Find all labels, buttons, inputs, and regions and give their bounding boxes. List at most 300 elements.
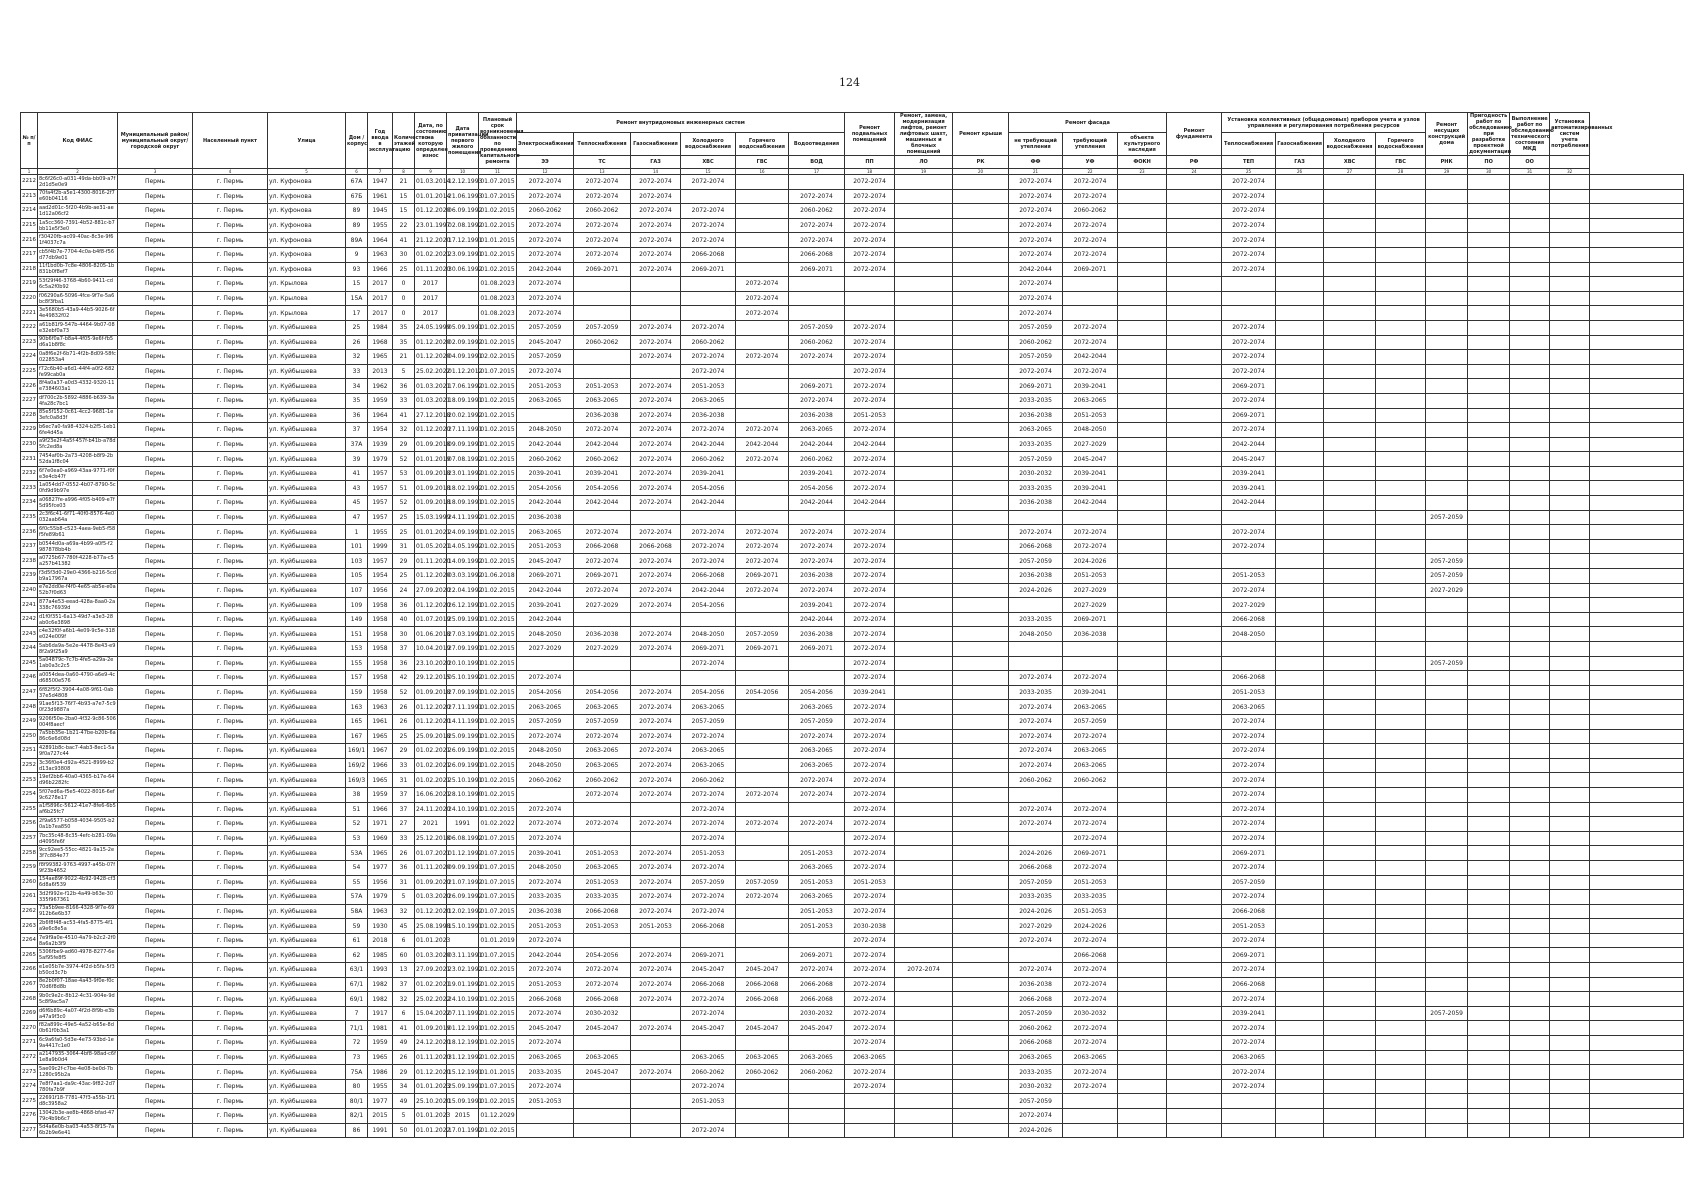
work-period-cell: 2072-2074 bbox=[845, 846, 895, 861]
work-period-cell bbox=[1324, 700, 1376, 715]
work-period-cell: 2036-2038 bbox=[574, 627, 631, 642]
work-period-cell bbox=[1009, 787, 1063, 802]
work-period-cell bbox=[1510, 393, 1550, 408]
municipality: Пермь bbox=[118, 423, 193, 438]
work-period-cell bbox=[953, 350, 1009, 365]
privatization-date: 09.09.1991 bbox=[447, 860, 479, 875]
work-period-cell bbox=[1510, 977, 1550, 992]
work-period-cell bbox=[1590, 189, 1684, 204]
header-roof: Ремонт крыши bbox=[953, 113, 1009, 156]
work-period-cell: 2042-2044 bbox=[517, 437, 574, 452]
work-period-cell bbox=[1590, 1079, 1684, 1094]
work-period-cell: 2072-2074 bbox=[1009, 233, 1063, 248]
work-period-cell bbox=[736, 598, 789, 613]
privatization-date: 02.09.1992 bbox=[447, 335, 479, 350]
work-period-cell bbox=[1167, 831, 1222, 846]
work-period-cell bbox=[1167, 919, 1222, 934]
work-period-cell: 2027-2029 bbox=[574, 642, 631, 657]
year-built: 1957 bbox=[368, 554, 393, 569]
work-period-cell bbox=[1426, 481, 1468, 496]
row-number: 2237 bbox=[21, 539, 38, 554]
house-number: 71/1 bbox=[346, 1021, 368, 1036]
year-built: 1986 bbox=[368, 1065, 393, 1080]
work-period-cell bbox=[1376, 700, 1426, 715]
floors: 35 bbox=[393, 320, 415, 335]
work-period-cell bbox=[1426, 1094, 1468, 1109]
work-period-cell bbox=[1324, 904, 1376, 919]
work-period-cell: 2054-2056 bbox=[789, 481, 845, 496]
work-period-cell bbox=[1324, 437, 1376, 452]
work-period-cell bbox=[631, 1109, 681, 1124]
work-period-cell bbox=[1376, 612, 1426, 627]
work-period-cell bbox=[895, 204, 953, 219]
work-period-cell bbox=[953, 525, 1009, 540]
row-number: 2241 bbox=[21, 598, 38, 613]
work-period-cell bbox=[1426, 860, 1468, 875]
street: ул. Куйбышева bbox=[268, 364, 346, 379]
work-period-cell bbox=[1550, 627, 1590, 642]
work-period-cell bbox=[1550, 612, 1590, 627]
work-period-cell bbox=[574, 612, 631, 627]
work-period-cell bbox=[1324, 598, 1376, 613]
work-period-cell bbox=[1590, 539, 1684, 554]
overhaul-due-date: 01.02.2015 bbox=[479, 496, 517, 511]
work-period-cell bbox=[1550, 350, 1590, 365]
settlement: г. Пермь bbox=[193, 598, 268, 613]
year-built: 1969 bbox=[368, 831, 393, 846]
work-period-cell bbox=[1118, 496, 1167, 511]
work-period-cell bbox=[895, 262, 953, 277]
work-period-cell bbox=[953, 671, 1009, 686]
settlement: г. Пермь bbox=[193, 554, 268, 569]
work-period-cell bbox=[1426, 598, 1468, 613]
header-extra-4: Установка автоматизированных систем учета потребления bbox=[1550, 113, 1590, 156]
work-period-cell: 2042-2044 bbox=[736, 437, 789, 452]
street: ул. Куйбышева bbox=[268, 554, 346, 569]
survey-date: 01.02.2021 bbox=[415, 773, 447, 788]
work-period-cell: 2072-2074 bbox=[517, 1079, 574, 1094]
municipality: Пермь bbox=[118, 539, 193, 554]
floors: 60 bbox=[393, 948, 415, 963]
work-period-cell bbox=[736, 233, 789, 248]
municipality: Пермь bbox=[118, 612, 193, 627]
work-period-cell bbox=[1426, 350, 1468, 365]
work-period-cell bbox=[1426, 904, 1468, 919]
work-period-cell bbox=[1510, 685, 1550, 700]
work-period-cell bbox=[1426, 977, 1468, 992]
year-built: 1961 bbox=[368, 189, 393, 204]
fias-code: 3d2f992e-f12b-4a49-b63e-30335f967361 bbox=[38, 890, 118, 905]
overhaul-due-date: 01.07.2015 bbox=[479, 1079, 517, 1094]
work-period-cell: 2036-2038 bbox=[517, 510, 574, 525]
house-number: 7 bbox=[346, 1006, 368, 1021]
street: ул. Куйбышева bbox=[268, 1021, 346, 1036]
municipality: Пермь bbox=[118, 481, 193, 496]
fias-code: a0054dea-0a60-4790-a6e9-4cd68500e576 bbox=[38, 671, 118, 686]
survey-date: 01.03.2021 bbox=[415, 379, 447, 394]
work-period-cell bbox=[1276, 554, 1324, 569]
work-period-cell bbox=[953, 700, 1009, 715]
work-period-cell: 2072-2074 bbox=[517, 802, 574, 817]
settlement: г. Пермь bbox=[193, 539, 268, 554]
work-period-cell bbox=[1118, 860, 1167, 875]
overhaul-due-date: 01.02.2015 bbox=[479, 1094, 517, 1109]
work-period-cell bbox=[736, 408, 789, 423]
municipality: Пермь bbox=[118, 233, 193, 248]
table-row bbox=[21, 320, 1684, 335]
privatization-date: 18.09.1991 bbox=[447, 496, 479, 511]
year-built: 1999 bbox=[368, 539, 393, 554]
work-period-cell bbox=[1324, 642, 1376, 657]
work-period-cell: 2072-2074 bbox=[1009, 700, 1063, 715]
work-period-cell bbox=[681, 306, 736, 321]
work-period-cell bbox=[1324, 1065, 1376, 1080]
work-period-cell bbox=[1510, 729, 1550, 744]
row-number: 2217 bbox=[21, 247, 38, 262]
work-period-cell: 2063-2065 bbox=[1063, 758, 1118, 773]
work-period-cell bbox=[789, 1079, 845, 1094]
street: ул. Куйбышева bbox=[268, 846, 346, 861]
work-period-cell: 2072-2074 bbox=[631, 452, 681, 467]
column-number: 2 bbox=[38, 169, 118, 175]
work-period-cell bbox=[895, 744, 953, 759]
fias-code: 5f07ed6a-f5e5-4022-8016-6ef9c6278e17 bbox=[38, 787, 118, 802]
work-period-cell bbox=[1118, 846, 1167, 861]
floors: 31 bbox=[393, 875, 415, 890]
row-number: 2238 bbox=[21, 554, 38, 569]
work-period-cell: 2051-2053 bbox=[681, 846, 736, 861]
work-period-cell bbox=[1590, 831, 1684, 846]
overhaul-due-date: 01.02.2015 bbox=[479, 408, 517, 423]
work-period-cell: 2051-2053 bbox=[517, 977, 574, 992]
work-period-cell: 2069-2071 bbox=[681, 262, 736, 277]
work-period-cell bbox=[1167, 787, 1222, 802]
work-period-cell: 2069-2071 bbox=[681, 948, 736, 963]
work-period-cell bbox=[1426, 773, 1468, 788]
work-period-cell bbox=[895, 729, 953, 744]
work-period-cell: 2057-2059 bbox=[1222, 875, 1276, 890]
survey-date: 01.09.2018 bbox=[415, 437, 447, 452]
work-period-cell bbox=[789, 277, 845, 292]
work-period-cell bbox=[1376, 1094, 1426, 1109]
work-period-cell bbox=[1118, 802, 1167, 817]
work-period-cell bbox=[1167, 627, 1222, 642]
work-period-cell bbox=[953, 320, 1009, 335]
floors: 0 bbox=[393, 291, 415, 306]
work-period-cell bbox=[1468, 642, 1510, 657]
municipality: Пермь bbox=[118, 306, 193, 321]
table-row bbox=[21, 890, 1684, 905]
work-period-cell bbox=[1590, 233, 1684, 248]
work-period-cell: 2042-2044 bbox=[845, 496, 895, 511]
work-period-cell bbox=[1510, 875, 1550, 890]
work-period-cell: 2072-2074 bbox=[574, 554, 631, 569]
work-period-cell bbox=[1324, 729, 1376, 744]
work-period-cell bbox=[1510, 671, 1550, 686]
municipality: Пермь bbox=[118, 350, 193, 365]
work-period-cell: 2057-2059 bbox=[1009, 350, 1063, 365]
municipality: Пермь bbox=[118, 744, 193, 759]
code-engineering-3: ГАЗ bbox=[631, 156, 681, 169]
work-period-cell bbox=[1324, 1094, 1376, 1109]
overhaul-due-date: 01.02.2015 bbox=[479, 423, 517, 438]
work-period-cell bbox=[1590, 671, 1684, 686]
overhaul-due-date: 01.07.2015 bbox=[479, 890, 517, 905]
work-period-cell: 2063-2065 bbox=[517, 525, 574, 540]
work-period-cell: 2057-2059 bbox=[574, 320, 631, 335]
street: ул. Крылова bbox=[268, 306, 346, 321]
fias-code: 6f0c55b8-c523-4aea-9eb5-f58f5fe89b61 bbox=[38, 525, 118, 540]
municipality: Пермь bbox=[118, 933, 193, 948]
column-number: 10 bbox=[447, 169, 479, 175]
work-period-cell bbox=[1324, 992, 1376, 1007]
work-period-cell bbox=[1276, 233, 1324, 248]
year-built: 1958 bbox=[368, 627, 393, 642]
work-period-cell bbox=[1550, 1094, 1590, 1109]
work-period-cell: 2072-2074 bbox=[789, 817, 845, 832]
table-row bbox=[21, 671, 1684, 686]
work-period-cell bbox=[736, 948, 789, 963]
survey-date: 27.09.2021 bbox=[415, 963, 447, 978]
work-period-cell bbox=[953, 919, 1009, 934]
work-period-cell: 2042-2044 bbox=[517, 496, 574, 511]
work-period-cell bbox=[1324, 1006, 1376, 1021]
work-period-cell bbox=[895, 320, 953, 335]
work-period-cell bbox=[1550, 583, 1590, 598]
work-period-cell bbox=[1222, 1123, 1276, 1138]
work-period-cell bbox=[1426, 277, 1468, 292]
floors: 40 bbox=[393, 612, 415, 627]
work-period-cell: 2036-2038 bbox=[789, 627, 845, 642]
work-period-cell bbox=[1426, 992, 1468, 1007]
work-period-cell bbox=[1167, 452, 1222, 467]
work-period-cell bbox=[1550, 714, 1590, 729]
work-period-cell: 2072-2074 bbox=[845, 204, 895, 219]
survey-date: 01.09.2018 bbox=[415, 466, 447, 481]
work-period-cell bbox=[1167, 350, 1222, 365]
work-period-cell bbox=[1376, 904, 1426, 919]
work-period-cell: 2045-2047 bbox=[1222, 452, 1276, 467]
work-period-cell bbox=[1167, 773, 1222, 788]
work-period-cell bbox=[1468, 364, 1510, 379]
column-number: 26 bbox=[1276, 169, 1324, 175]
work-period-cell: 2072-2074 bbox=[1063, 1021, 1118, 1036]
work-period-cell bbox=[681, 671, 736, 686]
table-row bbox=[21, 452, 1684, 467]
work-period-cell bbox=[1590, 466, 1684, 481]
fias-code: 7a5bb35e-1b21-47be-b20b-6a86c6e6d08d bbox=[39, 730, 116, 743]
work-period-cell: 2072-2074 bbox=[631, 320, 681, 335]
work-period-cell bbox=[1590, 627, 1684, 642]
work-period-cell bbox=[1590, 685, 1684, 700]
work-period-cell bbox=[1167, 875, 1222, 890]
row-number: 2240 bbox=[21, 583, 38, 598]
house-number: 41 bbox=[346, 466, 368, 481]
municipality: Пермь bbox=[118, 466, 193, 481]
work-period-cell bbox=[1167, 656, 1222, 671]
work-period-cell bbox=[1590, 612, 1684, 627]
table-header bbox=[21, 113, 1684, 175]
work-period-cell bbox=[1426, 948, 1468, 963]
column-number: 20 bbox=[953, 169, 1009, 175]
year-built: 1947 bbox=[368, 175, 393, 190]
work-period-cell bbox=[1468, 948, 1510, 963]
work-period-cell: 2063-2065 bbox=[1009, 1050, 1063, 1065]
work-period-cell: 2042-2044 bbox=[1063, 350, 1118, 365]
work-period-cell: 2066-2068 bbox=[681, 569, 736, 584]
survey-date: 01.01.2023 bbox=[415, 933, 447, 948]
work-period-cell: 2072-2074 bbox=[1222, 335, 1276, 350]
work-period-cell bbox=[1167, 992, 1222, 1007]
work-period-cell bbox=[1468, 1050, 1510, 1065]
work-period-cell: 2072-2074 bbox=[1063, 992, 1118, 1007]
work-period-cell: 2072-2074 bbox=[736, 350, 789, 365]
work-period-cell bbox=[1510, 452, 1550, 467]
row-number: 2214 bbox=[21, 204, 38, 219]
code-facade-1: ФФ bbox=[1009, 156, 1063, 169]
survey-date: 24.12.2020 bbox=[415, 1036, 447, 1051]
work-period-cell: 2072-2074 bbox=[845, 612, 895, 627]
work-period-cell bbox=[1324, 481, 1376, 496]
work-period-cell bbox=[1426, 933, 1468, 948]
work-period-cell: 2027-2029 bbox=[1426, 583, 1468, 598]
work-period-cell bbox=[1426, 919, 1468, 934]
floors: 24 bbox=[393, 583, 415, 598]
work-period-cell: 2051-2053 bbox=[681, 1094, 736, 1109]
row-number: 2258 bbox=[21, 846, 38, 861]
work-period-cell bbox=[1376, 393, 1426, 408]
work-period-cell bbox=[789, 831, 845, 846]
year-built: 1957 bbox=[368, 466, 393, 481]
row-number: 2247 bbox=[21, 685, 38, 700]
header-meter-3: Холодного водоснабжения bbox=[1324, 133, 1376, 156]
year-built: 1967 bbox=[368, 744, 393, 759]
table-row bbox=[21, 1065, 1684, 1080]
survey-date: 01.01.2021 bbox=[415, 525, 447, 540]
work-period-cell bbox=[1167, 320, 1222, 335]
work-period-cell: 2054-2056 bbox=[574, 948, 631, 963]
year-built: 1977 bbox=[368, 860, 393, 875]
work-period-cell bbox=[895, 1036, 953, 1051]
code-elevator: ЛО bbox=[895, 156, 953, 169]
work-period-cell bbox=[1118, 1050, 1167, 1065]
work-period-cell: 2072-2074 bbox=[1222, 262, 1276, 277]
work-period-cell: 2048-2050 bbox=[517, 744, 574, 759]
municipality: Пермь bbox=[118, 729, 193, 744]
year-built: 1955 bbox=[368, 1079, 393, 1094]
house-number: 26 bbox=[346, 335, 368, 350]
work-period-cell bbox=[1510, 1050, 1550, 1065]
work-period-cell bbox=[953, 642, 1009, 657]
work-period-cell bbox=[1376, 262, 1426, 277]
work-period-cell: 2072-2074 bbox=[517, 218, 574, 233]
work-period-cell bbox=[1118, 583, 1167, 598]
work-period-cell bbox=[1468, 1065, 1510, 1080]
work-period-cell bbox=[736, 189, 789, 204]
work-period-cell bbox=[1510, 802, 1550, 817]
street: ул. Куйбышева bbox=[268, 525, 346, 540]
row-number: 2263 bbox=[21, 919, 38, 934]
work-period-cell bbox=[1324, 1079, 1376, 1094]
work-period-cell: 2072-2074 bbox=[845, 744, 895, 759]
work-period-cell: 2072-2074 bbox=[789, 787, 845, 802]
work-period-cell bbox=[953, 598, 1009, 613]
street: ул. Куйбышева bbox=[268, 700, 346, 715]
street: ул. Куйбышева bbox=[268, 423, 346, 438]
work-period-cell: 2072-2074 bbox=[574, 977, 631, 992]
work-period-cell: 2072-2074 bbox=[1222, 890, 1276, 905]
column-number: 16 bbox=[736, 169, 789, 175]
work-period-cell bbox=[1376, 218, 1426, 233]
work-period-cell bbox=[574, 350, 631, 365]
work-period-cell bbox=[953, 977, 1009, 992]
fias-code: 2f9a6577-b058-4034-9505-b20a1b7ea850 bbox=[38, 817, 118, 832]
floors: 41 bbox=[393, 233, 415, 248]
work-period-cell: 2072-2074 bbox=[845, 320, 895, 335]
work-period-cell: 2072-2074 bbox=[517, 175, 574, 190]
house-number: 165 bbox=[346, 714, 368, 729]
work-period-cell: 2051-2053 bbox=[789, 904, 845, 919]
work-period-cell bbox=[1376, 933, 1426, 948]
work-period-cell bbox=[953, 685, 1009, 700]
work-period-cell bbox=[1510, 817, 1550, 832]
work-period-cell bbox=[1426, 452, 1468, 467]
work-period-cell bbox=[1510, 437, 1550, 452]
table-row bbox=[21, 802, 1684, 817]
work-period-cell bbox=[1550, 291, 1590, 306]
work-period-cell bbox=[1426, 218, 1468, 233]
work-period-cell: 2063-2065 bbox=[789, 758, 845, 773]
municipality: Пермь bbox=[118, 802, 193, 817]
work-period-cell: 2072-2074 bbox=[517, 189, 574, 204]
survey-date: 01.07.2021 bbox=[415, 846, 447, 861]
overhaul-due-date: 01.02.2015 bbox=[479, 963, 517, 978]
work-period-cell: 2072-2074 bbox=[517, 963, 574, 978]
work-period-cell bbox=[736, 218, 789, 233]
work-period-cell bbox=[736, 1079, 789, 1094]
house-number: 63/1 bbox=[346, 963, 368, 978]
house-number: 89А bbox=[346, 233, 368, 248]
privatization-date: 06.08.1992 bbox=[447, 831, 479, 846]
work-period-cell: 2054-2056 bbox=[736, 685, 789, 700]
work-period-cell: 2072-2074 bbox=[1009, 364, 1063, 379]
work-period-cell bbox=[1276, 656, 1324, 671]
floors: 52 bbox=[393, 496, 415, 511]
column-number: 22 bbox=[1063, 169, 1118, 175]
work-period-cell bbox=[895, 335, 953, 350]
year-built: 2017 bbox=[368, 277, 393, 292]
work-period-cell: 2060-2062 bbox=[574, 452, 631, 467]
table-row bbox=[21, 554, 1684, 569]
work-period-cell bbox=[1118, 598, 1167, 613]
work-period-cell bbox=[1468, 1094, 1510, 1109]
survey-date: 01.02.2021 bbox=[415, 247, 447, 262]
header-foundation: Ремонт фундамента bbox=[1167, 113, 1222, 156]
work-period-cell: 2072-2074 bbox=[845, 393, 895, 408]
work-period-cell: 2072-2074 bbox=[845, 379, 895, 394]
house-number: 89 bbox=[346, 204, 368, 219]
work-period-cell: 2051-2053 bbox=[845, 408, 895, 423]
settlement: г. Пермь bbox=[193, 320, 268, 335]
work-period-cell: 2072-2074 bbox=[845, 262, 895, 277]
work-period-cell bbox=[1376, 233, 1426, 248]
overhaul-due-date: 01.02.2015 bbox=[479, 1036, 517, 1051]
row-number: 2259 bbox=[21, 860, 38, 875]
overhaul-due-date: 01.02.2015 bbox=[479, 379, 517, 394]
row-number: 2251 bbox=[21, 744, 38, 759]
work-period-cell bbox=[1276, 1065, 1324, 1080]
work-period-cell bbox=[953, 744, 1009, 759]
